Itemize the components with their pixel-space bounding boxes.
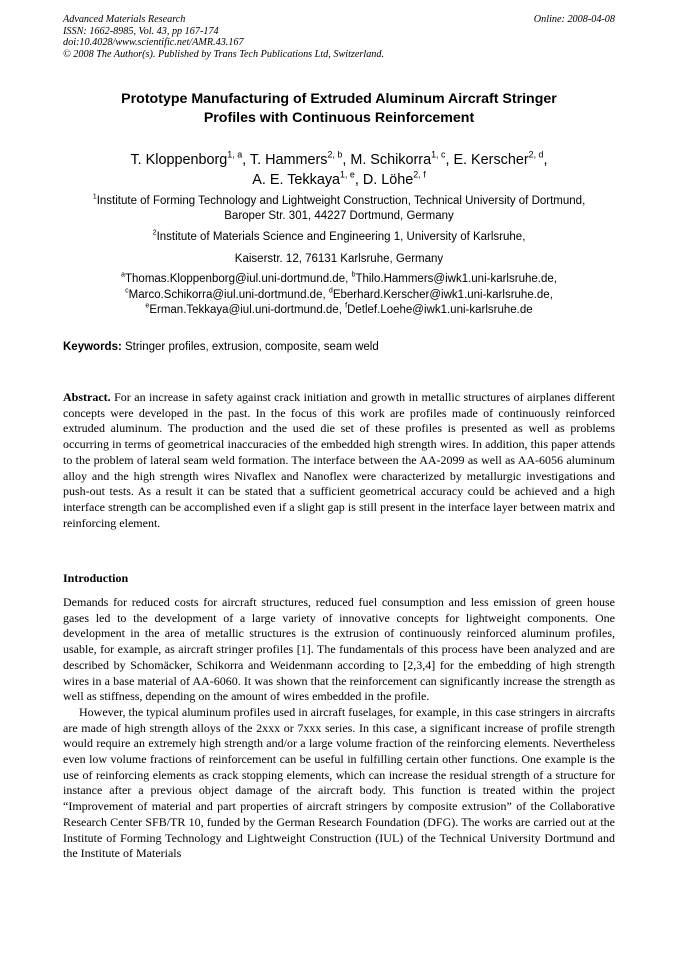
email-address: Eberhard.Kerscher@iwk1.uni-karlsruhe.de, — [332, 288, 553, 301]
author-name: A. E. Tekkaya — [252, 172, 341, 188]
author-sup: 2, d — [528, 149, 544, 160]
affiliation-sup: 1 — [92, 192, 97, 201]
keywords — [63, 340, 615, 355]
author-sep: , — [242, 152, 250, 168]
affiliation-sup: 2 — [152, 228, 157, 237]
paper-title — [63, 90, 615, 128]
intro-paragraph-1: Demands for reduced costs for aircraft structures, reduced fuel consumption and less emission of green house gases led to the development of a large variety of innovative concepts for lightweight components. One development in the area of metallic structures is the extrusion of continuously reinforced aluminum profiles, usable, for example, as aircraft stringer profiles [1]. The fundamentals of this process have been analyzed and are described by Schomäcker, Schikorra and Weidenmann according to [2,3,4] for the embedding of high strength wires in a base material of AA-6060. It was shown that the reinforcement can significantly increase the strength as well as stiffness, depending on the amount of wires embedded in the profile. — [63, 595, 615, 704]
affiliation-text: Institute of Forming Technology and Lightweight Construction, Technical University of Dortmund, — [96, 195, 586, 207]
email-sup: c — [125, 286, 129, 295]
intro-paragraph-2: However, the typical aluminum profiles used in aircraft fuselages, for example, in this case stringers in aircrafts are made of high strength alloys of the 2xxx or 7xxx series. In this case, a significant increase of profile strength would require an extremely high strength and/or a large volume fraction of the reinforcing elements. Nevertheless even low volume fractions of reinforcement can be useful in fulfilling certain other functions. One example is the use of reinforcing elements as crack stopping elements, which can increase the residual strength of a structure for instance after a previous object damage of the aircraft body. This function is treated within the project “Improvement of material and part properties of aircraft stringers by composite extrusion” of the Collaborative Research Center SFB/TR 10, funded by the German Research Foundation (DFG). The works are carried out at the Institute of Forming Technology and Lightweight Construction (IUL) of the Technical University Dortmund and the Institute of Materials — [63, 704, 615, 861]
issn-line: ISSN: 1662-8985, Vol. 43, pp 167-174 — [63, 25, 219, 37]
email-address: Erman.Tekkaya@iul.uni-dortmund.de, — [149, 304, 346, 316]
title-line-2: Profiles with Continuous Reinforcement — [203, 110, 475, 126]
affiliation-1 — [63, 194, 615, 224]
affiliation-2 — [63, 230, 615, 267]
journal-header — [63, 14, 615, 60]
journal-name: Advanced Materials Research — [63, 14, 186, 25]
author-sep: , — [342, 152, 351, 168]
author-name: E. Kerscher — [453, 152, 529, 168]
affiliation-text: Institute of Materials Science and Engineering 1, University of Karlsruhe, — [156, 231, 526, 243]
doi-line: doi:10.4028/www.scientific.net/AMR.43.167 — [63, 37, 244, 48]
author-sup: 2, b — [327, 149, 343, 160]
introduction-body — [63, 595, 615, 862]
online-date: Online: 2008-04-08 — [533, 14, 615, 25]
keywords-label: Keywords: — [63, 341, 122, 353]
author-sup: 1, e — [340, 169, 355, 180]
email-address: Thilo.Hammers@iwk1.uni-karlsruhe.de, — [355, 273, 557, 285]
copyright-line: © 2008 The Author(s). Published by Trans Tech Publications Ltd, Switzerland. — [63, 48, 385, 60]
affiliation-text: Kaiserstr. 12, 76131 Karlsruhe, Germany — [234, 253, 444, 265]
email-sup: d — [328, 286, 333, 295]
keywords-text: Stringer profiles, extrusion, composite, seam weld — [121, 341, 379, 353]
abstract — [63, 390, 615, 531]
email-sup: f — [345, 301, 348, 310]
email-sup: a — [121, 270, 126, 279]
email-address: Marco.Schikorra@iul.uni-dortmund.de, — [128, 288, 329, 301]
author-sep: , — [445, 152, 454, 168]
email-sup: e — [145, 301, 150, 310]
affiliation-text: Baroper Str. 301, 44227 Dortmund, Germany — [224, 210, 454, 222]
email-address: Detlef.Loehe@iwk1.uni-karlsruhe.de — [347, 304, 533, 316]
author-list — [63, 150, 615, 190]
author-sep: , — [354, 172, 363, 188]
email-sup: b — [351, 270, 356, 279]
author-sup: 1, c — [431, 149, 446, 160]
email-list — [63, 272, 615, 319]
author-name: D. Löhe — [362, 172, 414, 188]
section-heading-introduction: Introduction — [63, 571, 129, 585]
author-sep: , — [543, 152, 548, 168]
email-address: Thomas.Kloppenborg@iul.uni-dortmund.de, — [125, 273, 352, 285]
title-line-1: Prototype Manufacturing of Extruded Aluminum Aircraft Stringer — [121, 91, 557, 107]
author-name: T. Hammers — [249, 152, 328, 168]
abstract-label: Abstract. — [63, 390, 111, 404]
author-name: T. Kloppenborg — [130, 152, 228, 168]
author-sup: 2, f — [413, 169, 426, 180]
abstract-text: For an increase in safety against crack initiation and growth in metallic structures of airplanes different concepts were developed in the past. In the focus of this work are profiles made of continuously reinforced extruded aluminum. The production and the used die set of these profiles is presented as well as problems occurring in terms of geometrical inaccuracies of the embedded high strength wires. In addition, this paper attends to the problem of lateral seam weld formation. The interface between the AA-2099 as well as AA-6056 aluminum alloy and the high strength wires Nivaflex and Nanoflex were characterized by metallurgic investigations and push-out tests. As a result it can be stated that a sufficient geometrical accuracy could be achieved and a high interface strength can be accomplished even if a slight gap is still present in the interface layer between matrix and reinforcing element. — [63, 390, 615, 530]
author-name: M. Schikorra — [350, 152, 432, 168]
author-sup: 1, a — [227, 149, 243, 160]
